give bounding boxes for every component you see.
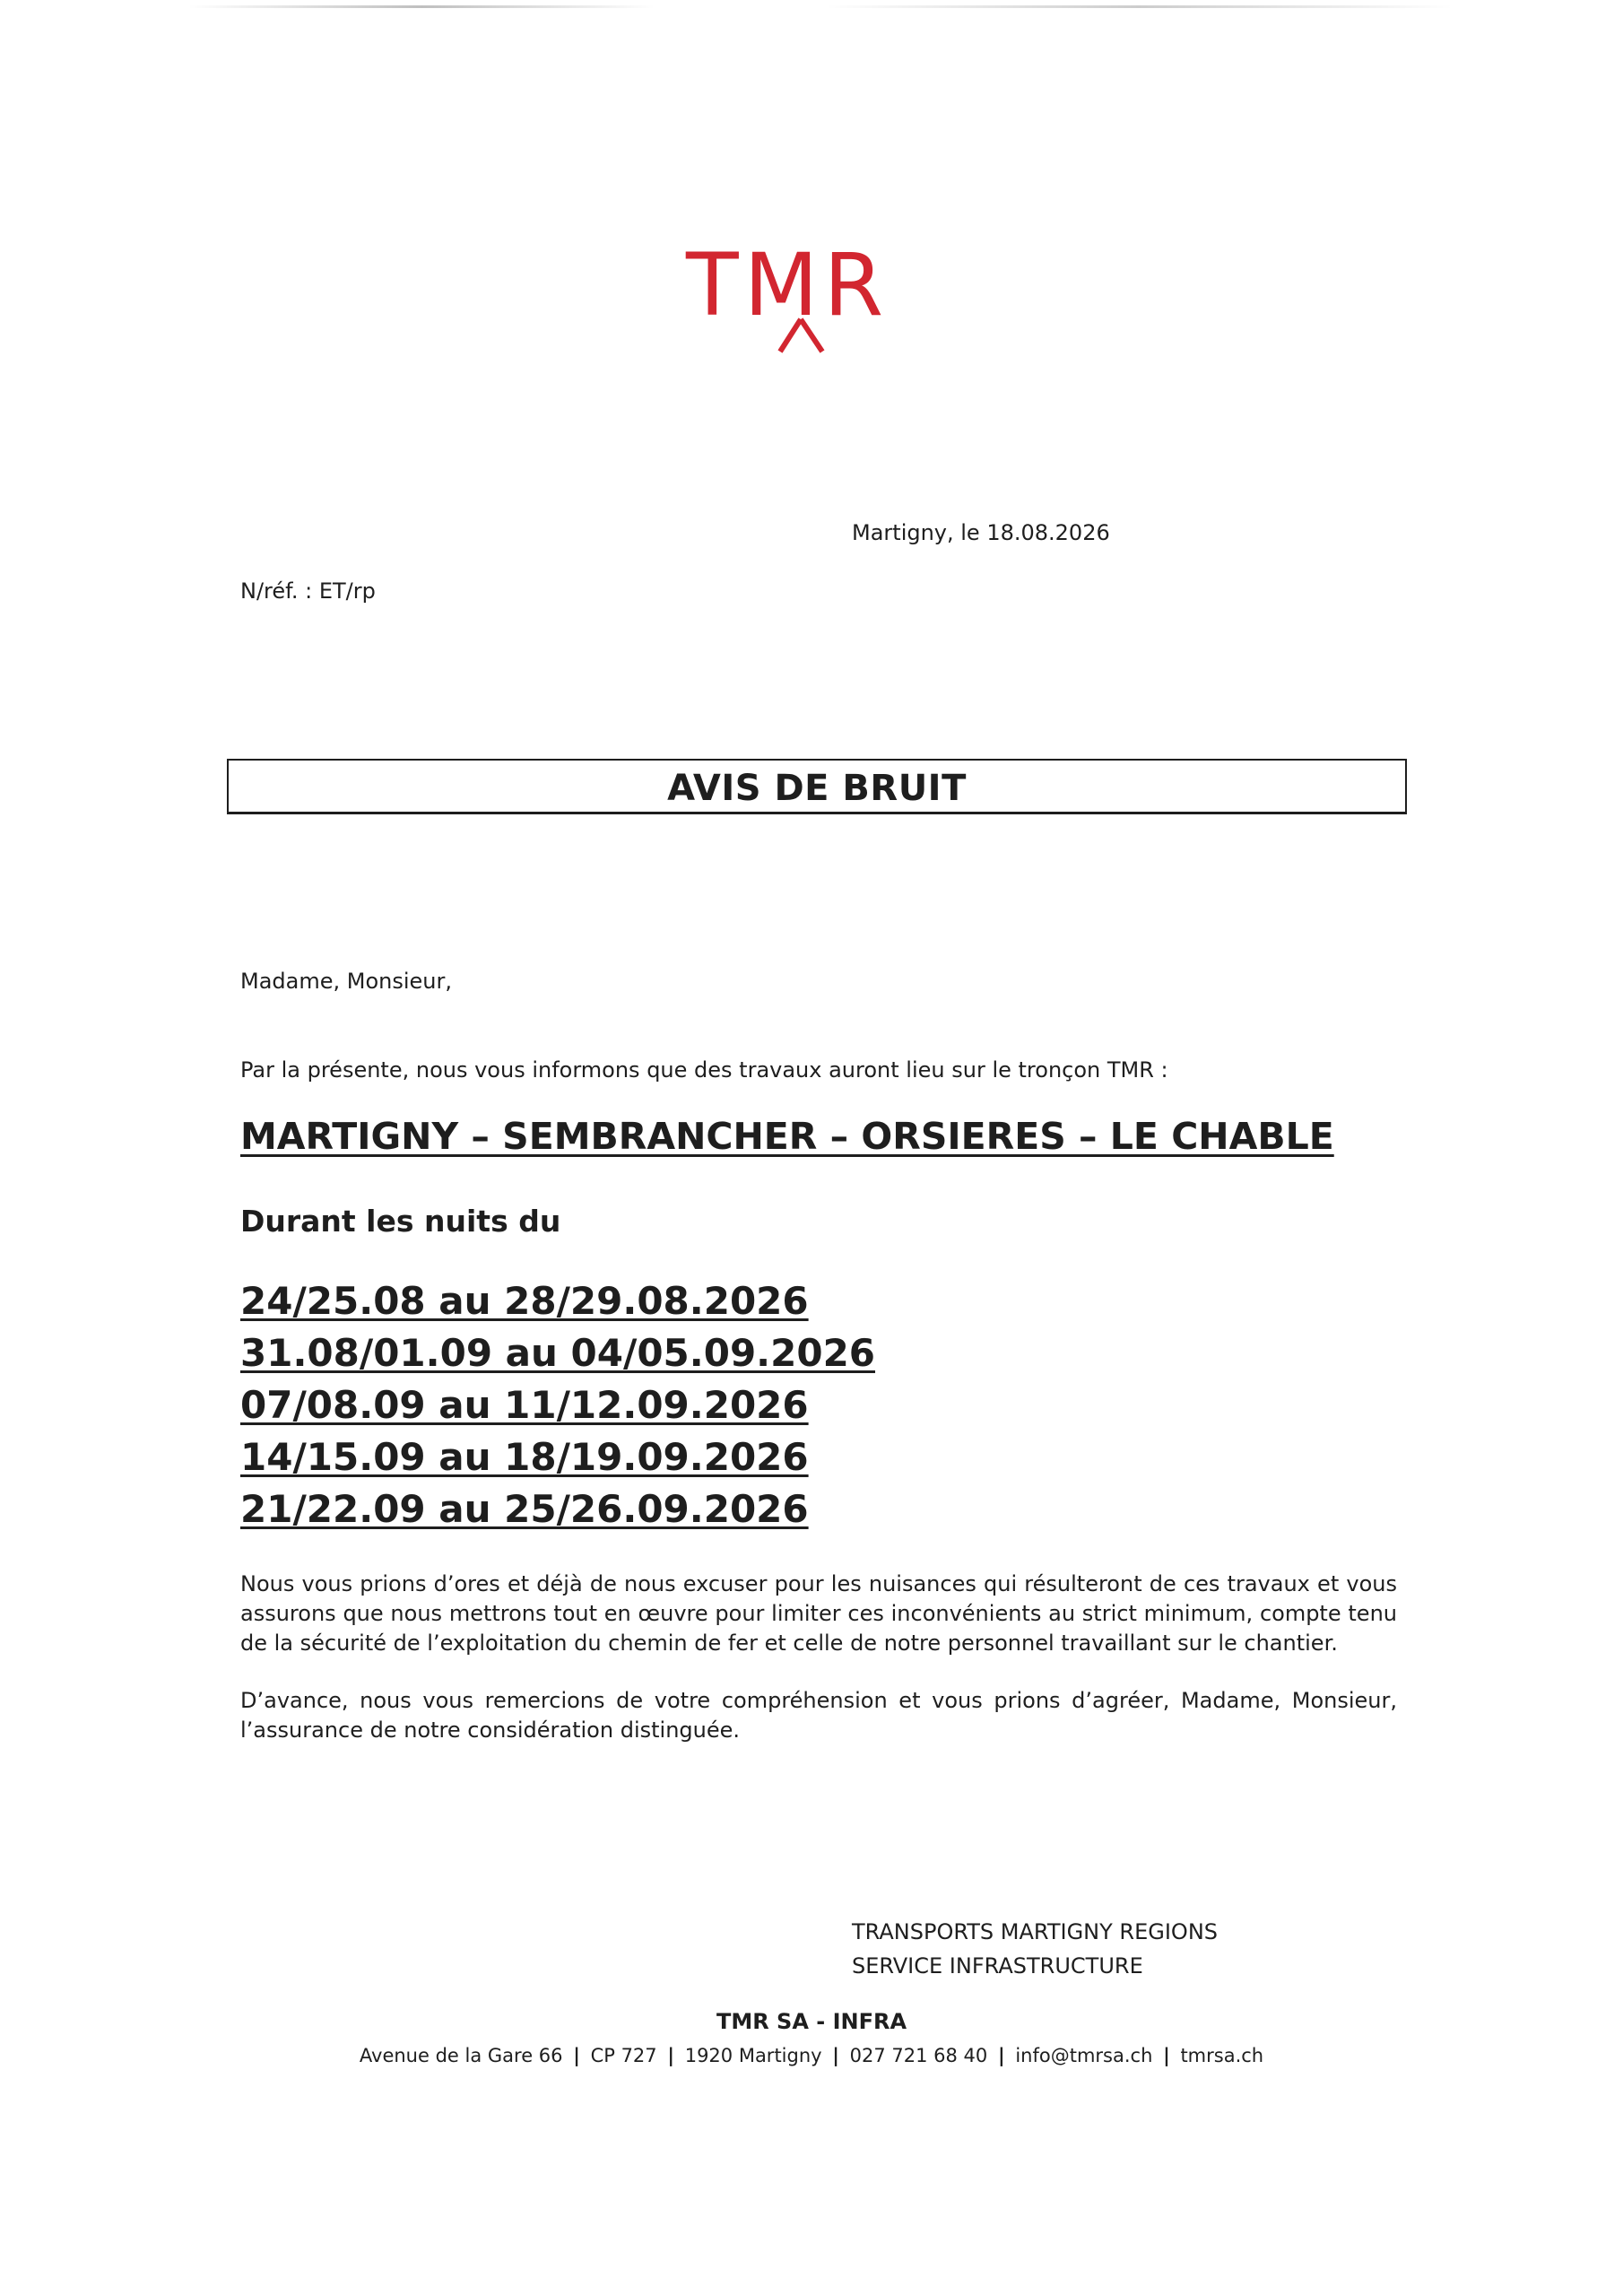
footer-email: info@tmrsa.ch [1015,2045,1153,2066]
footer-po-box: CP 727 [590,2045,657,2066]
separator: | [1163,2045,1170,2066]
night-period: 21/22.09 au 25/26.09.2026 [240,1487,809,1531]
place-date: Martigny, le 18.08.2026 [852,520,1110,545]
night-period: 07/08.09 au 11/12.09.2026 [240,1383,809,1427]
reference: N/réf. : ET/rp [240,578,376,604]
tmr-logo [686,235,946,359]
night-periods-list [240,1275,875,1535]
nights-label: Durant les nuits du [240,1204,561,1239]
footer-address: Avenue de la Gare 66 [359,2045,563,2066]
separator: | [997,2045,1005,2066]
logo-text: TMR [686,235,890,335]
route-heading: MARTIGNY – SEMBRANCHER – ORSIERES – LE CHABLE [240,1115,1334,1158]
separator: | [667,2045,675,2066]
greeting: Madame, Monsieur, [240,969,453,994]
closing-paragraph: D’avance, nous vous remercions de votre compréhension et vous prions d’agréer, Madame, Monsieur, l’assurance de notre considération distinguée. [240,1688,1397,1743]
separator: | [573,2045,580,2066]
signature-service: SERVICE INFRASTRUCTURE [852,1953,1143,1979]
separator: | [832,2045,839,2066]
night-period: 14/15.09 au 18/19.09.2026 [240,1435,809,1479]
footer-contact [0,2045,1623,2066]
scan-edge-mark [825,5,1453,8]
scan-edge-mark [188,5,655,8]
night-period: 31.08/01.09 au 04/05.09.2026 [240,1331,876,1375]
night-period: 24/25.08 au 28/29.08.2026 [240,1279,809,1323]
page-title: AVIS DE BRUIT [667,768,967,809]
title-box [227,759,1407,814]
intro-text: Par la présente, nous vous informons que des travaux auront lieu sur le tronçon TMR : [240,1057,1168,1083]
footer-company: TMR SA - INFRA [716,2009,907,2034]
apology-paragraph: Nous vous prions d’ores et déjà de nous excuser pour les nuisances qui résulteront de ces travaux et vous assurons que nous mettrons tout en œuvre pour limiter ces inconvénients au strict minimum, compte tenu de la sécurité de l’exploitation du chemin de fer et celle de notre personnel travaillant sur le chantier. [240,1571,1397,1656]
footer-phone: 027 721 68 40 [849,2045,988,2066]
footer-city: 1920 Martigny [684,2045,822,2066]
signature-company: TRANSPORTS MARTIGNY REGIONS [852,1919,1219,1944]
logo-x-mark-icon [686,235,946,359]
footer-website: tmrsa.ch [1180,2045,1264,2066]
